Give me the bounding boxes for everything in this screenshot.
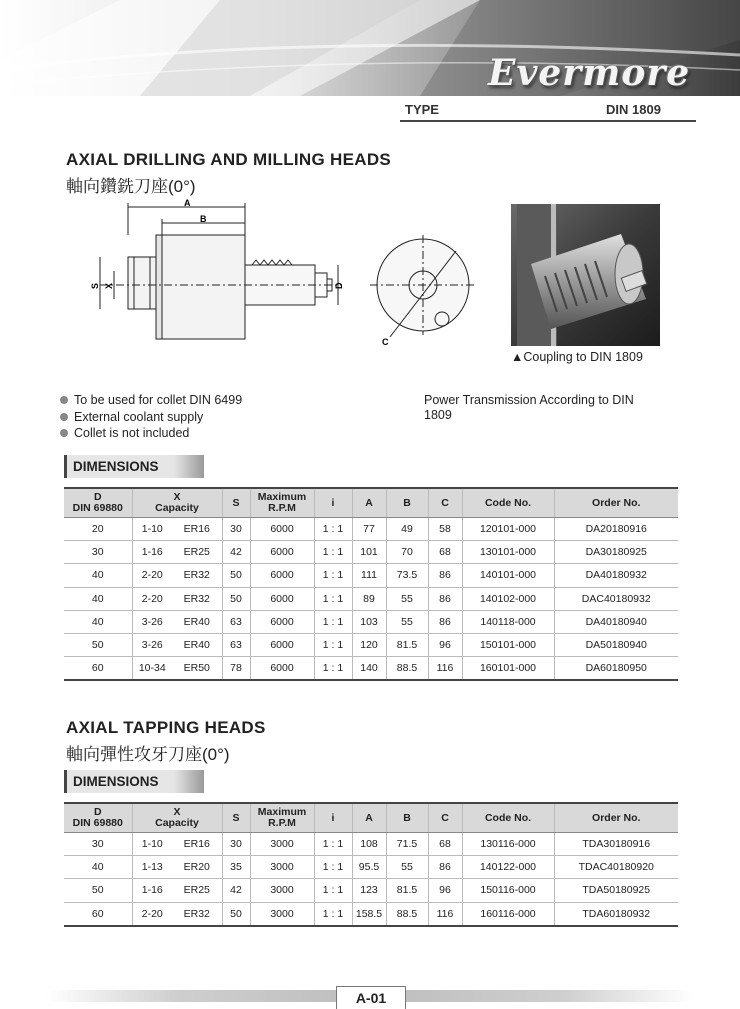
table-cell: 160101-000 xyxy=(462,657,554,681)
table-cell: 55 xyxy=(386,610,428,633)
table-cell: 81.5 xyxy=(386,633,428,656)
col-s: S xyxy=(222,488,250,518)
col-b: B xyxy=(386,803,428,833)
table-row xyxy=(64,879,678,902)
table-cell: 42 xyxy=(222,879,250,902)
table-cell: 1 : 1 xyxy=(314,902,352,926)
dimensions-table-2 xyxy=(64,802,678,927)
table-cell: 58 xyxy=(428,518,462,541)
table-cell: 30 xyxy=(64,541,132,564)
col-i: i xyxy=(314,488,352,518)
table-cell: ER40 xyxy=(172,633,222,656)
section1-subtitle: 軸向鑽銑刀座(0°) xyxy=(66,177,196,196)
table-cell: 111 xyxy=(352,564,386,587)
table-cell: 1-10 xyxy=(132,518,172,541)
section1-title: AXIAL DRILLING AND MILLING HEADS xyxy=(66,150,392,169)
table-cell: 30 xyxy=(222,833,250,856)
col-a: A xyxy=(352,488,386,518)
table-row xyxy=(64,833,678,856)
table-cell: 116 xyxy=(428,902,462,926)
table-cell: 49 xyxy=(386,518,428,541)
col-d: D DIN 69880 xyxy=(64,488,132,518)
table-cell: 71.5 xyxy=(386,833,428,856)
table-cell: 60 xyxy=(64,657,132,681)
table-cell: 3000 xyxy=(250,856,314,879)
table-cell: 3-26 xyxy=(132,610,172,633)
table-cell: 96 xyxy=(428,633,462,656)
dimensions-tag-2: DIMENSIONS xyxy=(64,770,204,793)
table-cell: 150116-000 xyxy=(462,879,554,902)
table-cell: 6000 xyxy=(250,564,314,587)
din-label: DIN 1809 xyxy=(606,102,661,117)
table-cell: 101 xyxy=(352,541,386,564)
table-cell: 81.5 xyxy=(386,879,428,902)
table-cell: 140118-000 xyxy=(462,610,554,633)
table-cell: ER50 xyxy=(172,657,222,681)
table-cell: 86 xyxy=(428,564,462,587)
table-cell: 103 xyxy=(352,610,386,633)
col-s: S xyxy=(222,803,250,833)
col-i: i xyxy=(314,803,352,833)
col-c: C xyxy=(428,488,462,518)
table-cell: 35 xyxy=(222,856,250,879)
table-cell: 120 xyxy=(352,633,386,656)
power-transmission-note: Power Transmission According to DIN 1809 xyxy=(424,393,634,422)
list-item: Collet is not included xyxy=(60,425,242,442)
table-cell: 20 xyxy=(64,518,132,541)
table-row xyxy=(64,564,678,587)
table-cell: 123 xyxy=(352,879,386,902)
table-cell: TDA50180925 xyxy=(554,879,678,902)
table-cell: 140 xyxy=(352,657,386,681)
side-view-drawing xyxy=(80,195,360,355)
table-cell: 140102-000 xyxy=(462,587,554,610)
table-cell: ER25 xyxy=(172,879,222,902)
table-cell: DA40180940 xyxy=(554,610,678,633)
table-cell: 6000 xyxy=(250,657,314,681)
table-cell: 120101-000 xyxy=(462,518,554,541)
table-cell: 3000 xyxy=(250,833,314,856)
table-header-row xyxy=(64,488,678,518)
table-cell: 1-16 xyxy=(132,541,172,564)
page-number: A-01 xyxy=(336,986,406,1009)
table-cell: 1 : 1 xyxy=(314,610,352,633)
table-row xyxy=(64,610,678,633)
table-cell: TDAC40180920 xyxy=(554,856,678,879)
table-cell: 160116-000 xyxy=(462,902,554,926)
table-cell: 96 xyxy=(428,879,462,902)
table-cell: 6000 xyxy=(250,518,314,541)
col-code: Code No. xyxy=(462,803,554,833)
table-cell: 116 xyxy=(428,657,462,681)
table-cell: 55 xyxy=(386,587,428,610)
table-row xyxy=(64,518,678,541)
table-cell: 86 xyxy=(428,856,462,879)
table-cell: 88.5 xyxy=(386,657,428,681)
table-row xyxy=(64,856,678,879)
table-cell: 40 xyxy=(64,856,132,879)
coupling-photo xyxy=(511,204,660,346)
table-cell: 6000 xyxy=(250,633,314,656)
table-cell: 1 : 1 xyxy=(314,657,352,681)
table-cell: 88.5 xyxy=(386,902,428,926)
table-cell: 130101-000 xyxy=(462,541,554,564)
table-cell: 3-26 xyxy=(132,633,172,656)
table-cell: 3000 xyxy=(250,879,314,902)
table-cell: 6000 xyxy=(250,587,314,610)
photo-caption: ▲Coupling to DIN 1809 xyxy=(511,350,643,364)
table-cell: 55 xyxy=(386,856,428,879)
table-cell: 50 xyxy=(222,902,250,926)
dim-label-s: S xyxy=(90,282,100,289)
table-row xyxy=(64,633,678,656)
col-x: X Capacity xyxy=(132,488,222,518)
table-header-row xyxy=(64,803,678,833)
table-cell: 89 xyxy=(352,587,386,610)
dim-label-d: D xyxy=(334,282,344,289)
table-cell: 42 xyxy=(222,541,250,564)
table-cell: 1 : 1 xyxy=(314,833,352,856)
type-label: TYPE xyxy=(405,102,439,117)
table-row xyxy=(64,587,678,610)
table-cell: 1-10 xyxy=(132,833,172,856)
list-item: To be used for collet DIN 6499 xyxy=(60,392,242,409)
table-cell: ER16 xyxy=(172,833,222,856)
table-cell: 40 xyxy=(64,610,132,633)
col-rpm: Maximum R.P.M xyxy=(250,488,314,518)
table-cell: 50 xyxy=(222,587,250,610)
table-cell: ER16 xyxy=(172,518,222,541)
table-cell: DA40180932 xyxy=(554,564,678,587)
table-cell: 2-20 xyxy=(132,564,172,587)
feature-list xyxy=(60,392,242,442)
table-cell: 3000 xyxy=(250,902,314,926)
dimensions-tag-1: DIMENSIONS xyxy=(64,455,204,478)
table-cell: 2-20 xyxy=(132,587,172,610)
front-view-drawing xyxy=(370,235,480,350)
table-cell: ER40 xyxy=(172,610,222,633)
dimensions-table-1 xyxy=(64,487,678,681)
dim-label-b: B xyxy=(200,214,207,224)
table-cell: 40 xyxy=(64,587,132,610)
table-cell: 70 xyxy=(386,541,428,564)
col-b: B xyxy=(386,488,428,518)
table-cell: 50 xyxy=(64,879,132,902)
table-cell: 78 xyxy=(222,657,250,681)
table-cell: 60 xyxy=(64,902,132,926)
section2-subtitle: 軸向彈性攻牙刀座(0°) xyxy=(66,745,230,764)
table-cell: 86 xyxy=(428,587,462,610)
table-cell: ER32 xyxy=(172,902,222,926)
table-cell: 63 xyxy=(222,610,250,633)
table-cell: 158.5 xyxy=(352,902,386,926)
table-cell: 6000 xyxy=(250,541,314,564)
dim-label-x: X xyxy=(104,282,114,289)
table-cell: 30 xyxy=(64,833,132,856)
table-cell: 1 : 1 xyxy=(314,879,352,902)
col-x: X Capacity xyxy=(132,803,222,833)
table-cell: ER20 xyxy=(172,856,222,879)
table-cell: 50 xyxy=(222,564,250,587)
col-rpm: Maximum R.P.M xyxy=(250,803,314,833)
table-cell: 1 : 1 xyxy=(314,541,352,564)
list-item: External coolant supply xyxy=(60,409,242,426)
table-cell: 1 : 1 xyxy=(314,518,352,541)
table-cell: 1 : 1 xyxy=(314,564,352,587)
table-cell: 40 xyxy=(64,564,132,587)
table-cell: 95.5 xyxy=(352,856,386,879)
table-cell: 150101-000 xyxy=(462,633,554,656)
table-cell: 108 xyxy=(352,833,386,856)
table-cell: 86 xyxy=(428,610,462,633)
table-cell: TDA30180916 xyxy=(554,833,678,856)
table-cell: ER32 xyxy=(172,587,222,610)
col-order: Order No. xyxy=(554,803,678,833)
table-cell: DA50180940 xyxy=(554,633,678,656)
col-c: C xyxy=(428,803,462,833)
col-a: A xyxy=(352,803,386,833)
table-cell: DA60180950 xyxy=(554,657,678,681)
col-code: Code No. xyxy=(462,488,554,518)
table-cell: 68 xyxy=(428,541,462,564)
table-cell: ER25 xyxy=(172,541,222,564)
section2-title: AXIAL TAPPING HEADS xyxy=(66,718,266,737)
table-cell: 6000 xyxy=(250,610,314,633)
table-cell: 68 xyxy=(428,833,462,856)
col-order: Order No. xyxy=(554,488,678,518)
col-d: D DIN 69880 xyxy=(64,803,132,833)
table-cell: DA30180925 xyxy=(554,541,678,564)
table-cell: DA20180916 xyxy=(554,518,678,541)
dim-label-c: C xyxy=(382,337,389,347)
table-cell: 130116-000 xyxy=(462,833,554,856)
table-cell: 73.5 xyxy=(386,564,428,587)
table-cell: 1 : 1 xyxy=(314,587,352,610)
table-row xyxy=(64,657,678,681)
table-cell: 50 xyxy=(64,633,132,656)
table-cell: 63 xyxy=(222,633,250,656)
table-cell: 1-16 xyxy=(132,879,172,902)
table-cell: TDA60180932 xyxy=(554,902,678,926)
table-cell: 140101-000 xyxy=(462,564,554,587)
table-cell: 1 : 1 xyxy=(314,633,352,656)
dim-label-a: A xyxy=(184,198,191,208)
table-cell: 77 xyxy=(352,518,386,541)
table-cell: ER32 xyxy=(172,564,222,587)
table-cell: 10-34 xyxy=(132,657,172,681)
table-cell: DAC40180932 xyxy=(554,587,678,610)
table-cell: 1-13 xyxy=(132,856,172,879)
table-cell: 140122-000 xyxy=(462,856,554,879)
table-row xyxy=(64,541,678,564)
table-cell: 30 xyxy=(222,518,250,541)
table-row xyxy=(64,902,678,926)
brand-logo: Evermore xyxy=(488,52,691,94)
table-cell: 2-20 xyxy=(132,902,172,926)
table-cell: 1 : 1 xyxy=(314,856,352,879)
